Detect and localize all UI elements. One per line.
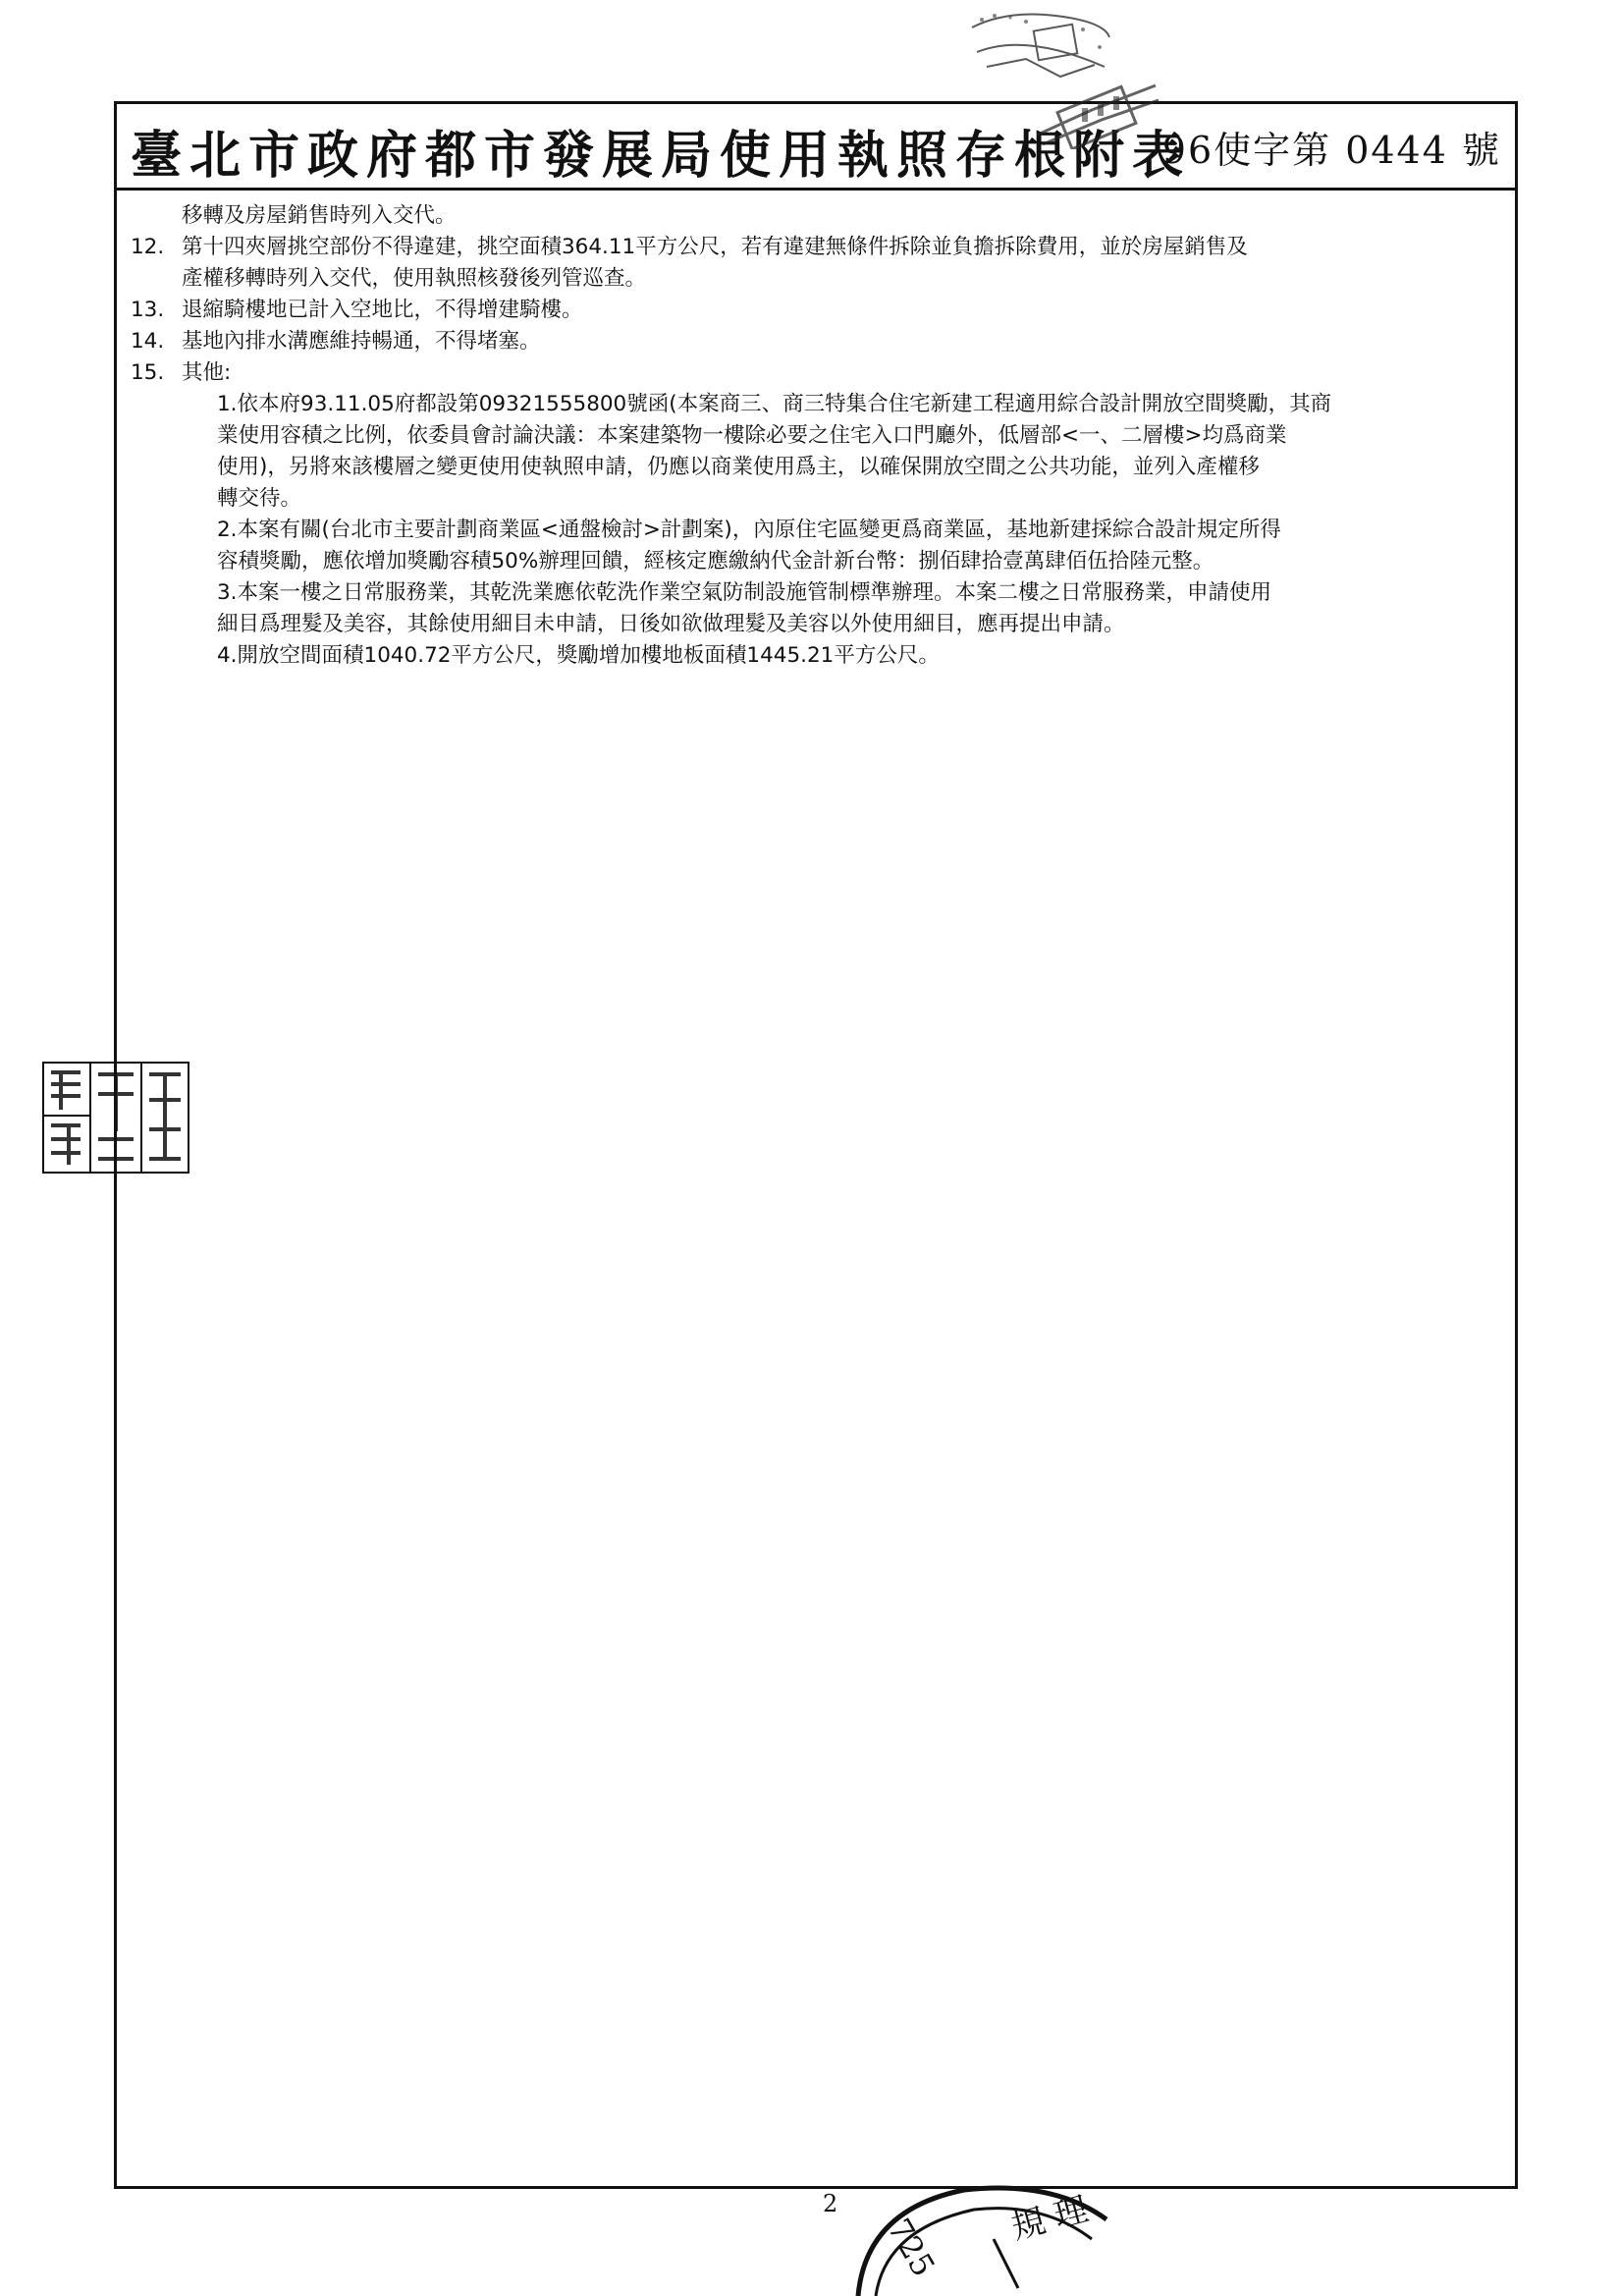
subitem-1 (131, 389, 1501, 515)
item-number: 14. (131, 329, 165, 354)
subitem-text: 2.本案有關(台北市主要計劃商業區<通盤檢討>計劃案)，內原住宅區變更爲商業區，基地新建採綜合設計規定所得 (217, 518, 1281, 542)
subitem-text: 容積獎勵，應依增加獎勵容積50%辦理回饋，經核定應繳納代金計新台幣：捌佰肆拾壹萬肆佰伍拾陸元整。 (217, 549, 1214, 574)
item-text: 產權移轉時列入交代，使用執照核發後列管巡查。 (182, 266, 647, 291)
item-11-continuation: 移轉及房屋銷售時列入交代。 (182, 203, 457, 228)
item-text: 其他: (182, 360, 232, 385)
subitem-text: 使用)，另將來該樓層之變更使用使執照申請，仍應以商業使用爲主，以確保開放空間之公共功能，並列入產權移 (217, 455, 1260, 479)
item-number: 13. (131, 298, 165, 322)
document-header (117, 104, 1515, 191)
subitem-text: 轉交待。 (217, 486, 302, 511)
subitem-text: 細目爲理髮及美容，其餘使用細目未申請，日後如欲做理髮及美容以外使用細目，應再提出申請。 (217, 612, 1125, 636)
seal-number-text: 725 (880, 2212, 943, 2283)
seal-chars-text: 規 理 (1006, 2189, 1093, 2248)
permit-number: 96使字第 0444 號 (1161, 129, 1501, 172)
top-seal-stamp (967, 8, 1114, 88)
document-body (131, 200, 1501, 672)
subitem-text: 4.開放空間面積1040.72平方公尺，獎勵增加樓地板面積1445.21平方公尺。 (217, 643, 940, 668)
item-13 (131, 295, 1501, 326)
item-12 (131, 232, 1501, 295)
item-text: 第十四夾層挑空部份不得違建，挑空面積364.11平方公尺，若有違建無條件拆除並負擔拆除費用，並於房屋銷售及 (182, 235, 1248, 259)
subitem-2 (131, 515, 1501, 577)
bottom-seal-stamp (846, 2180, 1111, 2296)
side-seal-stamp (39, 1059, 192, 1176)
document-frame (114, 101, 1518, 2189)
document-title: 臺北市政府都市發展局使用執照存根附表 (131, 126, 1192, 186)
item-number: 12. (131, 235, 165, 259)
subitem-4 (131, 640, 1501, 672)
title-seal-stamp (1033, 81, 1160, 149)
item-text: 基地內排水溝應維持暢通，不得堵塞。 (182, 329, 541, 354)
item-number: 15. (131, 360, 165, 385)
item-text: 退縮騎樓地已計入空地比，不得增建騎樓。 (182, 298, 583, 322)
page-number: 2 (823, 2190, 838, 2217)
subitem-text: 1.依本府93.11.05府都設第09321555800號函(本案商三、商三特集合住宅新建工程適用綜合設計開放空間獎勵，其商 (217, 392, 1332, 416)
subitem-text: 3.本案一樓之日常服務業，其乾洗業應依乾洗作業空氣防制設施管制標準辦理。本案二樓之日常服務業，申請使用 (217, 580, 1272, 605)
item-14 (131, 326, 1501, 357)
item-15 (131, 357, 1501, 389)
subitem-3 (131, 577, 1501, 640)
subitem-text: 業使用容積之比例，依委員會討論決議：本案建築物一樓除必要之住宅入口門廳外，低層部<一、二層樓>均爲商業 (217, 423, 1287, 448)
